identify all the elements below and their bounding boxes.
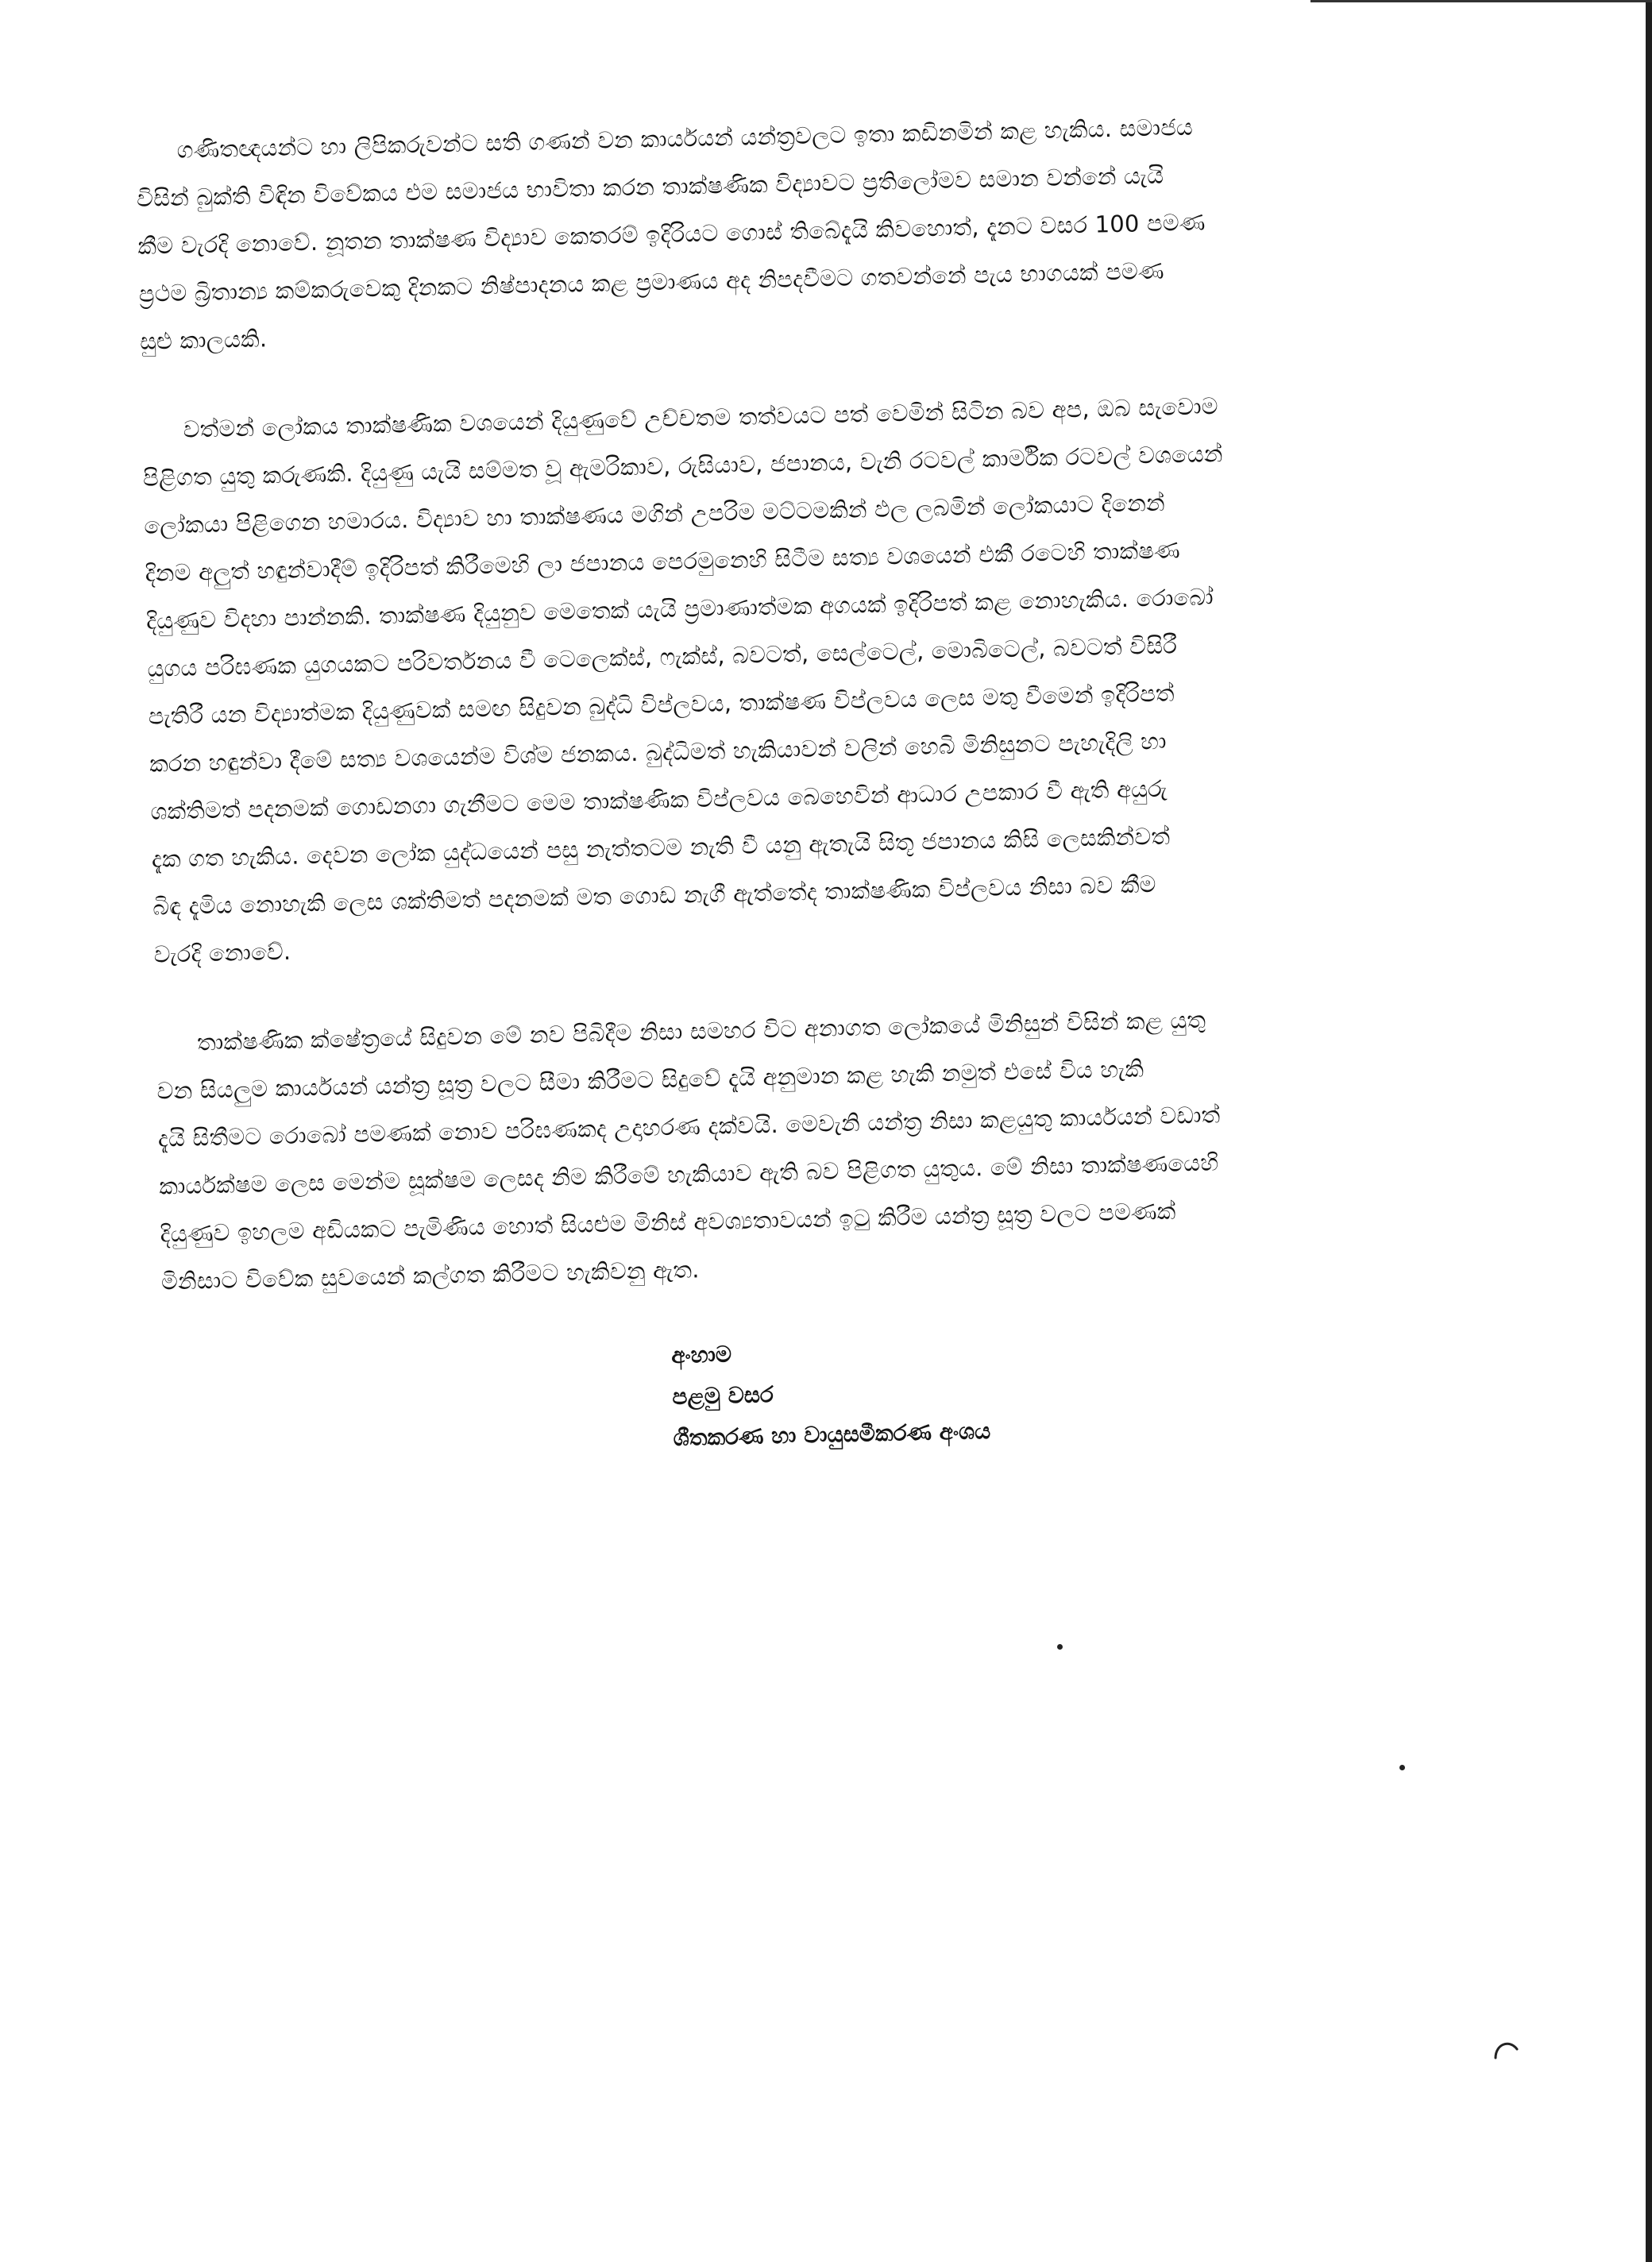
text-line: බිඳ දැමිය නොහැකි ලෙස ශක්තිමත් පදනමක් මත ගොඩ නැගී ඇත්තේද තාක්ෂණික විප්ලවය නිසා බව කීම xyxy=(152,870,1157,921)
scanned-page-edge xyxy=(1646,0,1652,2262)
text-line: දැයි සිතීමට රොබෝ පමණක් නොව පරිඝණකද උදාහරණ දක්වයි. මෙවැනි යන්ත්‍ර නිසා කළයුතු කාර්යයන් වඩාත් xyxy=(157,1101,1221,1152)
scan-speck xyxy=(1057,1644,1063,1650)
signature-block xyxy=(671,1316,1531,1459)
document-body xyxy=(135,96,1531,1471)
text-line: වන සියලුම කාර්යයන් යන්ත්‍ර සූත්‍ර වලට සීමා කිරීමට සිදුවේ දැයි අනුමාන කළ හැකි නමුත් එසේ විය හැකි xyxy=(156,1055,1144,1105)
text-line: වත්මන් ලෝකය තාක්ෂණික වශයෙන් දියුණුවේ උච්චතම තත්වයට පත් වෙමින් සිටින බව අප, ඔබ සැවොම xyxy=(183,392,1219,443)
text-line: ගණිතඥයන්ට හා ලිපිකරුවන්ට සති ගණන් වන කාර්යයන් යන්ත්‍රවලට ඉතා කඩිනමින් කළ හැකිය. සමාජය xyxy=(176,113,1194,164)
page-corner-mark xyxy=(1493,2040,1520,2060)
text-line: දිනම අලුත් හඳුන්වාදීම් ඉදිරිපත් කිරීමෙහි ලා ජපානය පෙරමුනෙහි සිටීම සත්‍ය වශයෙන් එකී රටෙහි තාක්ෂණ xyxy=(145,536,1181,587)
text-line: විසින් බුක්ති විඳින විවේකය එම සමාජය භාවිතා කරන තාක්ෂණික විද්‍යාවට ප්‍රතිලෝමව සමාන වන්නේ යැයි xyxy=(136,161,1164,212)
text-line: කාර්යක්ෂම ලෙස මෙන්ම සූක්ෂම ලෙසද නිම කිරීමේ හැකියාව ඇති බව පිළිගත යුතුය. මේ නිසා තාක්ෂණයෙහි xyxy=(158,1148,1219,1200)
paragraph-2 xyxy=(141,376,1520,979)
text-line: දියුණුව විදහා පාන්නකි. තාක්ෂණ දියුනුව මෙතෙක් යැයි ප්‍රමාණාත්මක අගයක් ඉදිරිපත් කළ නොහැකිය. රොබෝ xyxy=(145,583,1214,635)
text-line: සුළු කාලයකි. xyxy=(139,325,268,355)
text-line: ලෝකයා පිළිගෙන හමාරය. විද්‍යාව හා තාක්ෂණය මගින් උපරිම මට්ටමකින් ඵල ලබමින් ලෝකයාට දිනෙන් xyxy=(144,488,1166,539)
text-line: වැරදි නොවේ. xyxy=(153,937,291,968)
text-line: දියුණුව ඉහලම අඩියකට පැමිණිය හොත් සියළුම මිනිස් අවශ්‍යතාවයන් ඉටු කිරීම යන්ත්‍ර සූත්‍ර වලට පමණක් xyxy=(160,1197,1176,1248)
text-line: දැක ගත හැකිය. දෙවන ලෝක යුද්ධයෙන් පසු නැත්තටම නැති වී යනු ඇතැයි සිතූ ජපානය කිසි ලෙසකින්වත් xyxy=(151,822,1171,873)
text-line: කීම වැරදි නොවේ. නූතන තාක්ෂණ විද්‍යාව කෙතරම් ඉදිරියට ගොස් තිබේදැයි කිවහොත්, දැනට වසර 100 පමණ xyxy=(137,208,1206,260)
author-year: පළමු වසර xyxy=(672,1381,774,1411)
author-name: අංහාම xyxy=(670,1341,732,1369)
author-department: ශීතකරණ හා වායුසමීකරණ අංශය xyxy=(673,1417,991,1452)
text-line: ශක්තිමත් පදනමක් ගොඩනගා ගැනීමට මෙම තාක්ෂණික විප්ලවය බෙහෙවින් ආධාර උපකාර වී ඇති අයුරු xyxy=(150,774,1168,825)
text-line: පැතිරී යන විද්‍යාත්මක දියුණුවක් සමඟ සිදුවන බුද්ධි විප්ලවය, තාක්ෂණ විප්ලවය ලෙස මතු වීමෙන් ඉදිරිපත් xyxy=(148,679,1175,730)
text-line: මිනිසාට විවේක සුවයෙන් කල්ගත කිරීමට හැකිවනු ඇත. xyxy=(160,1256,700,1295)
scan-top-rule xyxy=(1310,0,1652,2)
paragraph-3 xyxy=(156,989,1528,1306)
text-line: තාක්ෂණික ක්ෂේත්‍රයේ සිදුවන මේ නව පිබිදීම නිසා සමහර විට අනාගත ලෝකයේ මිනිසුන් විසින් කළ යුතු xyxy=(196,1006,1206,1056)
text-line: ප්‍රථම බ්‍රිතාන්‍ය කම්කරුවෙකු දිනකට නිෂ්පාදනය කළ ප්‍රමාණය අද නිපදවීමට ගතවන්නේ පැය භාගයක් පමණ xyxy=(138,257,1165,307)
paragraph-1 xyxy=(135,96,1506,365)
scan-speck xyxy=(1399,1765,1405,1770)
text-line: කරන හඳුන්වා දීමේ සත්‍ය වශයෙන්ම විශ්ම ජනකය. බුද්ධිමත් හැකියාවන් වලින් හෙබි මිනිසුනට පැහැදිලි හා xyxy=(149,727,1168,778)
text-line: යුගය පරිඝණක යුගයකට පරිවර්තනය වී ටෙලෙක්ස්, ෆැක්ස්, බවටත්, සෙල්ටෙල්, මොබිටෙල්, බවටත් විසිරී xyxy=(147,631,1178,682)
text-line: පිළිගත යුතු කරුණකි. දියුණු යැයි සම්මත වූ ඇමරිකාව, රුසියාව, ජපානය, වැනි රටවල් කාර්මික රටවල් වශයෙන් xyxy=(142,440,1223,492)
